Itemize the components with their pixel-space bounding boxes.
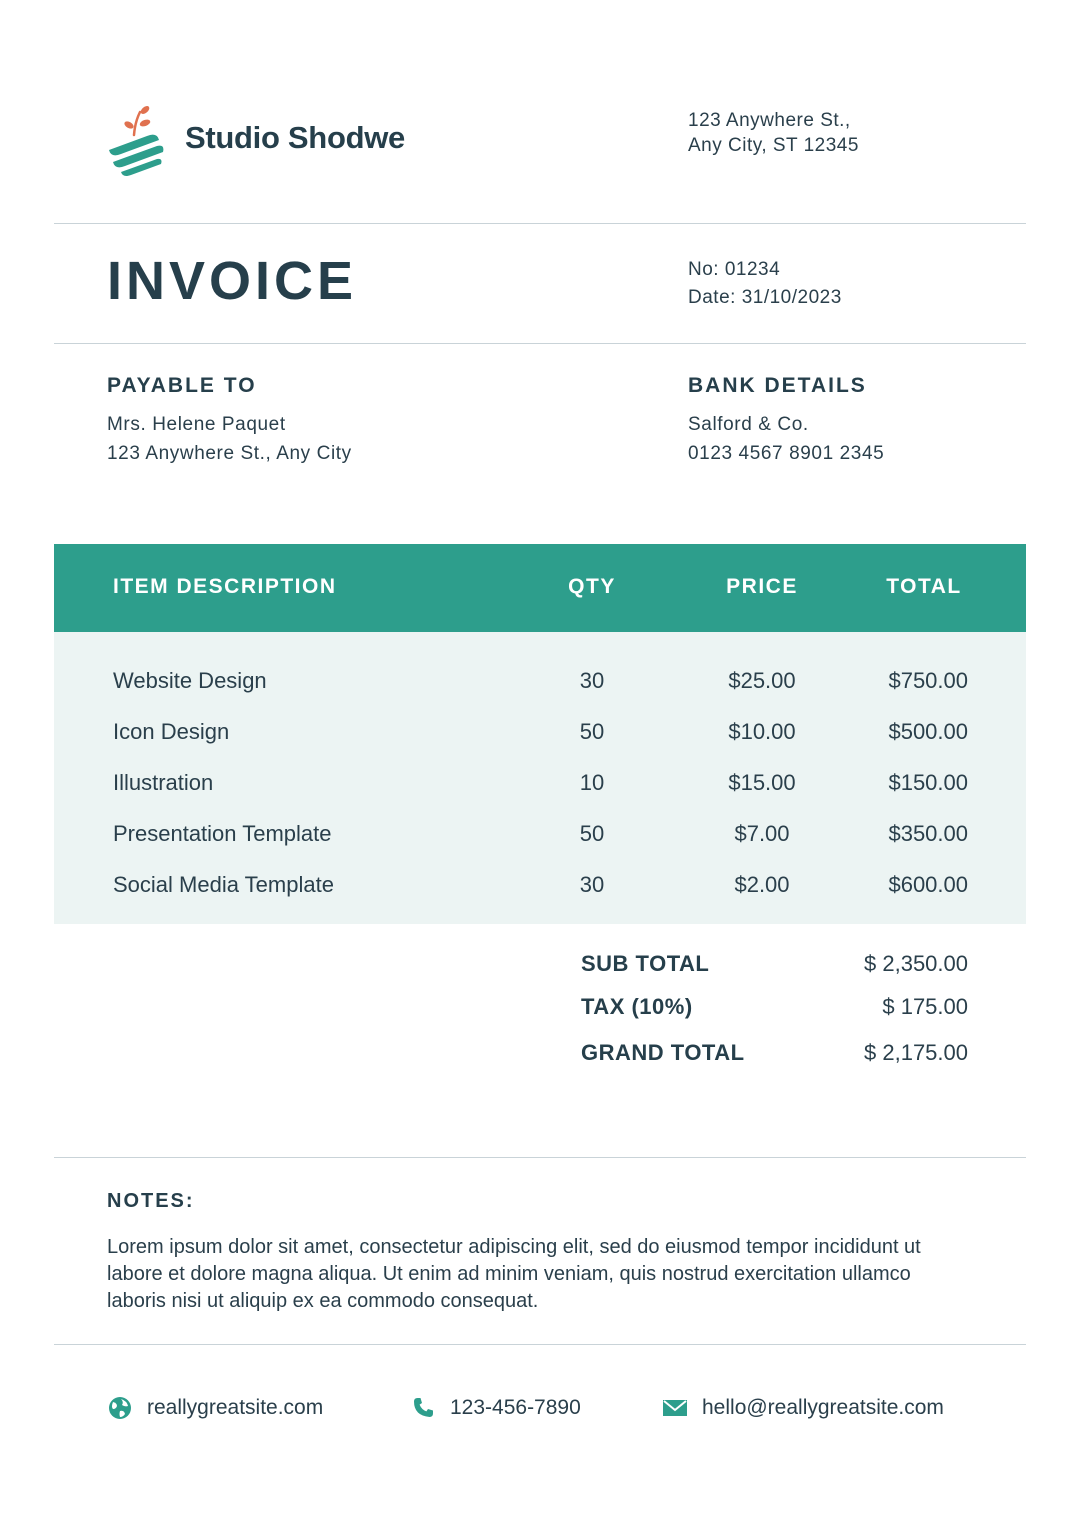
item-total: $600.00 (888, 872, 968, 897)
table-row (54, 711, 1026, 751)
grand-total-value: $ 2,175.00 (864, 1040, 968, 1065)
bank-name: Salford & Co. (688, 414, 809, 435)
notes-body: Lorem ipsum dolor sit amet, consectetur adipiscing elit, sed do eiusmod tempor incididunt ut labore et dolore magna aliqua. Ut enim ad minim veniam, quis nostrud exercitation ullamco laboris nisi ut aliquip ex ea commodo consequat. (107, 1236, 921, 1312)
payable-to-address: 123 Anywhere St., Any City (107, 443, 352, 464)
payable-to-heading: PAYABLE TO (107, 374, 257, 397)
payable-to-name: Mrs. Helene Paquet (107, 414, 286, 435)
item-total: $150.00 (888, 770, 968, 795)
company-name: Studio Shodwe (185, 120, 405, 155)
grand-total-label: GRAND TOTAL (581, 1040, 745, 1065)
item-qty: 30 (579, 872, 605, 897)
company-address-line1: 123 Anywhere St., (688, 110, 851, 131)
footer-phone[interactable] (410, 1393, 581, 1423)
item-qty: 30 (579, 668, 605, 693)
header-total: TOTAL (886, 575, 962, 598)
item-total: $500.00 (888, 719, 968, 744)
table-row (54, 660, 1026, 700)
table-row (54, 762, 1026, 802)
item-price: $7.00 (734, 821, 790, 846)
item-total: $750.00 (888, 668, 968, 693)
payable-to-details (107, 410, 352, 468)
item-price: $10.00 (728, 719, 796, 744)
divider (54, 1157, 1026, 1158)
table-row (54, 864, 1026, 904)
table-row (54, 813, 1026, 853)
subtotal-label: SUB TOTAL (581, 951, 710, 976)
header-price: PRICE (726, 575, 798, 598)
invoice-number: No: 01234 (688, 259, 781, 280)
envelope-icon (662, 1395, 688, 1421)
divider (54, 223, 1026, 224)
invoice-date: Date: 31/10/2023 (688, 287, 842, 308)
subtotal-value: $ 2,350.00 (864, 951, 968, 976)
phone-icon (410, 1395, 436, 1421)
company-address-line2: Any City, ST 12345 (688, 135, 859, 156)
header-item-description: ITEM DESCRIPTION (113, 575, 337, 598)
footer-email[interactable] (662, 1393, 944, 1423)
website-text[interactable]: reallygreatsite.com (147, 1396, 324, 1419)
divider (54, 1344, 1026, 1345)
table-header (54, 544, 1026, 632)
company-address (688, 108, 859, 158)
item-description: Illustration (113, 770, 214, 795)
invoice-meta (688, 256, 842, 312)
item-total: $350.00 (888, 821, 968, 846)
invoice-title: INVOICE (107, 251, 358, 311)
notes-heading: NOTES: (107, 1190, 195, 1212)
item-qty: 50 (579, 719, 605, 744)
item-price: $2.00 (734, 872, 790, 897)
item-description: Icon Design (113, 719, 230, 744)
header-qty: QTY (568, 575, 616, 598)
bank-account: 0123 4567 8901 2345 (688, 443, 885, 464)
email-text[interactable]: hello@reallygreatsite.com (702, 1396, 944, 1419)
phone-text[interactable]: 123-456-7890 (450, 1396, 581, 1419)
item-description: Website Design (113, 668, 267, 693)
leaf-stack-logo-icon (107, 104, 167, 176)
bank-details-heading: BANK DETAILS (688, 374, 867, 397)
tax-label: TAX (10%) (581, 994, 693, 1019)
item-description: Social Media Template (113, 872, 334, 897)
table-body (54, 632, 1026, 924)
item-price: $25.00 (728, 668, 796, 693)
item-qty: 10 (579, 770, 605, 795)
globe-icon (107, 1395, 133, 1421)
bank-details (688, 410, 884, 468)
footer-website[interactable] (107, 1393, 323, 1423)
divider (54, 343, 1026, 344)
item-price: $15.00 (728, 770, 796, 795)
tax-value: $ 175.00 (882, 994, 968, 1019)
item-qty: 50 (579, 821, 605, 846)
item-description: Presentation Template (113, 821, 332, 846)
